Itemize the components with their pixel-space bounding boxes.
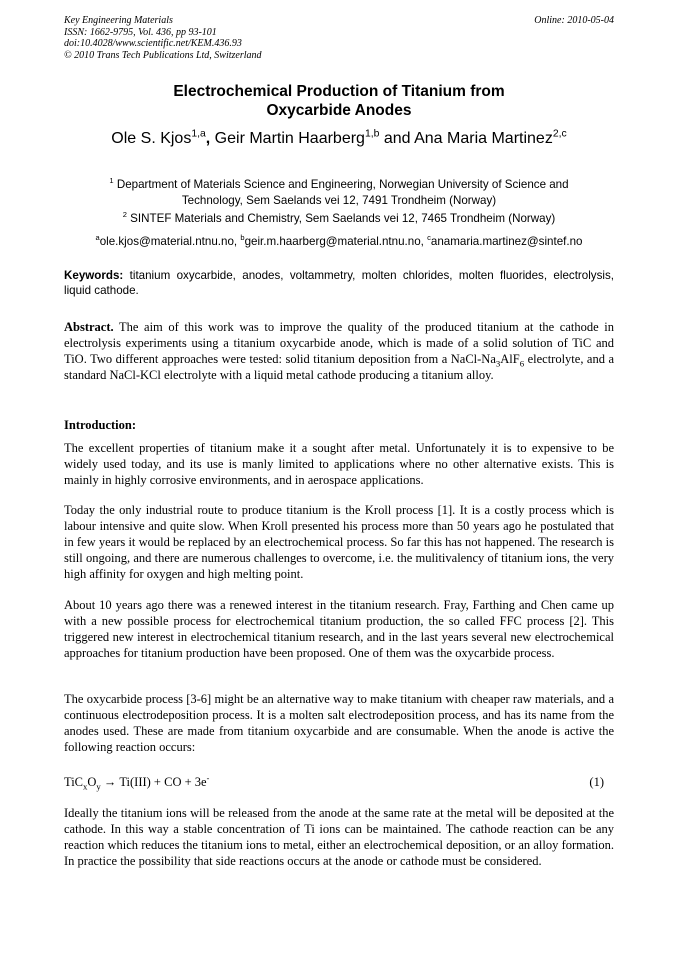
email-c: anamaria.martinez@sintef.no <box>430 235 583 248</box>
copyright-line: © 2010 Trans Tech Publications Ltd, Switzerland <box>64 49 262 61</box>
abstract-text-2: AlF <box>500 352 520 366</box>
title-line-1: Electrochemical Production of Titanium from <box>173 83 505 100</box>
paper-title <box>64 82 614 120</box>
author-3-affil: 2,c <box>552 128 567 140</box>
intro-paragraph-5: Ideally the titanium ions will be released from the anode at the same rate at the metal will be deposited at the cathode. In this way a stable concentration of Ti ions can be maintained. The cathode reaction can be any reaction which reduces the titanium ions to metal, either an electrochemical deposition, or an alloy formation. In practice the possibility that side reactions occurs at the anode or cathode must be considered. <box>64 806 614 868</box>
equation-sub-x: x <box>83 781 88 792</box>
equation-rhs: Ti(III) + CO + 3e <box>119 775 207 789</box>
equation-o: O <box>87 775 97 789</box>
author-2-affil: 1,b <box>364 128 380 140</box>
intro-paragraph-1: The excellent properties of titanium make it a sought after metal. Unfortunately it is to expensive to be widely used today, and its use is manly limited to applications where no other alternative exists. This is mainly in highly corrosive environments, and in aerospace applications. <box>64 441 614 487</box>
doi-line: doi:10.4028/www.scientific.net/KEM.436.93 <box>64 38 242 49</box>
title-line-2: Oxycarbide Anodes <box>266 102 412 119</box>
author-separator-1: , <box>205 130 215 147</box>
introduction-heading: Introduction: <box>64 418 137 432</box>
journal-header <box>64 15 614 61</box>
abstract-text-1: The aim of this work was to improve the quality of the produced titanium at the cathode in electrolysis experiments using a titanium oxycarbide anode, which is made of a solid solution of TiC and TiO. Two different approaches were tested: solid titanium deposition from a NaCl-Na <box>64 320 614 366</box>
affiliation-2-marker: 2 <box>122 210 127 220</box>
affiliation-1-marker: 1 <box>109 176 114 186</box>
email-a: ole.kjos@material.ntnu.no, <box>99 235 241 248</box>
affiliation-1-line-2: Technology, Sem Saelands vei 12, 7491 Trondheim (Norway) <box>181 194 497 207</box>
equation-1 <box>64 775 614 790</box>
author-list <box>64 130 614 148</box>
affiliation-1 <box>64 177 614 209</box>
abstract <box>64 319 614 383</box>
author-3: Ana Maria Martinez <box>414 130 553 147</box>
author-1: Ole S. Kjos <box>111 130 192 147</box>
abstract-label: Abstract. <box>64 320 114 334</box>
keywords-text: titanium oxycarbide, anodes, voltammetry, molten chlorides, molten fluorides, electrolysis, liquid cathode. <box>64 269 614 297</box>
author-separator-2: and <box>379 130 415 147</box>
abstract-text-3: electrolyte, and a standard NaCl-KCl electrolyte with a liquid metal cathode producing a titanium alloy. <box>64 352 615 382</box>
email-c-marker: c <box>427 233 431 243</box>
issn-line: ISSN: 1662-9795, Vol. 436, pp 93-101 <box>64 26 217 38</box>
abstract-sub-2: 6 <box>519 358 525 369</box>
equation-sub-y: y <box>96 781 101 792</box>
author-2: Geir Martin Haarberg <box>214 130 365 147</box>
equation-sup: - <box>206 773 210 783</box>
journal-name: Key Engineering Materials <box>64 15 173 26</box>
keywords-label: Keywords: <box>64 269 124 282</box>
abstract-sub-1: 3 <box>495 358 501 369</box>
author-emails <box>64 234 614 250</box>
equation-ti: TiC <box>64 775 84 789</box>
online-date: Online: 2010-05-04 <box>534 15 614 26</box>
equation-number: (1) <box>589 775 604 789</box>
intro-paragraph-4: The oxycarbide process [3-6] might be an alternative way to make titanium with cheaper raw materials, and a continuous electrodeposition process. It is a molten salt electrodeposition process, and has its name from the anodes used. These are made from titanium oxycarbide and are consumable. When the anode is active the following reaction occurs: <box>64 692 614 754</box>
keywords <box>64 268 614 298</box>
arrow-icon: → <box>100 775 120 789</box>
affiliation-2-text: SINTEF Materials and Chemistry, Sem Saelands vei 12, 7465 Trondheim (Norway) <box>126 212 556 225</box>
email-b: geir.m.haarberg@material.ntnu.no, <box>244 235 428 248</box>
author-1-affil: 1,a <box>191 128 206 140</box>
affiliation-1-line-1: Department of Materials Science and Engineering, Norwegian University of Science and <box>113 178 569 191</box>
email-b-marker: b <box>240 233 245 243</box>
intro-paragraph-3: About 10 years ago there was a renewed interest in the titanium research. Fray, Farthing and Chen came up with a new possible process for electrochemical titanium production, the so called FFC process [2]. This triggered new interest in electrochemical titanium research, and in the last years several new electrochemical approaches for titanium production have been proposed. One of them was the oxycarbide process. <box>64 598 614 660</box>
email-a-marker: a <box>95 233 100 243</box>
intro-paragraph-2: Today the only industrial route to produce titanium is the Kroll process [1]. It is a costly process which is labour intensive and quite slow. When Kroll presented his process more than 50 years ago he postulated that in few years it would be replaced by an electrochemical process. So far this has not happened. The research is still ongoing, and there are numerous challenges to overcome, i.e. the mulitivalency of titanium ions, the very high affinity for oxygen and high melting point. <box>64 503 614 581</box>
affiliation-2 <box>64 211 614 227</box>
